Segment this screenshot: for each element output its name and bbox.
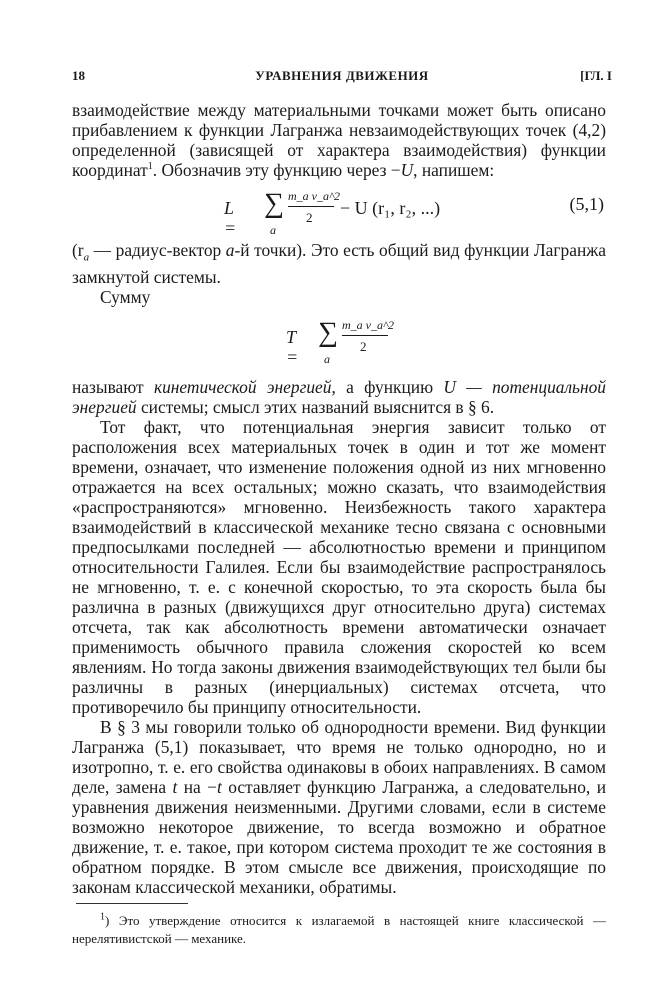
running-title: УРАВНЕНИЯ ДВИЖЕНИЯ xyxy=(255,68,429,83)
var-u: U xyxy=(443,377,456,398)
paragraph-3: Сумму xyxy=(100,287,151,308)
var-t: t xyxy=(172,777,178,798)
footnote-divider xyxy=(76,903,188,904)
footnote xyxy=(72,912,606,948)
sum-sign: ∑ xyxy=(318,317,338,349)
fraction-bar xyxy=(342,335,388,336)
fraction-denominator: 2 xyxy=(306,210,313,225)
fraction-numerator: m_a v_a^2 xyxy=(342,318,395,333)
page-header xyxy=(72,68,612,88)
term-kinetic-energy: кинетической энергией xyxy=(153,377,332,398)
page-number: 18 xyxy=(72,68,85,83)
formula1-potential: − U (r₁, r₂, ...) xyxy=(340,198,441,218)
para2-var: a xyxy=(225,240,235,260)
para1-tail-b: , напишем: xyxy=(413,160,495,180)
main-text xyxy=(72,100,606,897)
para1-tail-a: . Обозначив эту функцию через − xyxy=(152,160,401,180)
footnote-body: ) Это утверждение относится к излагаемой в настоящей книге классической — нерелятивистской — механике. xyxy=(72,913,606,946)
para2-c: -й точки). Это есть общий вид функции Лагранжа замкнутой системы. xyxy=(72,240,606,288)
formula-kinetic xyxy=(72,313,606,371)
paragraph-1-text: взаимодействие между материальными точками может быть описано прибавлением к функции Лагранжа невзаимодействующих точек (4,2) определенной (зависящей от характера взаимодействия) функции координат xyxy=(72,100,606,180)
paragraph-6 xyxy=(72,717,606,897)
para4-a: называют xyxy=(72,377,154,398)
fraction-denominator: 2 xyxy=(360,339,367,355)
paragraph-5: Тот факт, что потенциальная энергия зависит только от расположения всех материальных точек в один и тот же момент времени, означает, что изменение положения одной из них мгновенно отражается на всех остальных; можно сказать, что взаимодействия «распространяются» мгновенно. Неизбежность такого характера взаимодействий в классической механике тесно связана с основными предпосылками последней — абсолютностью времени и принципом относительности Галилея. Если бы взаимодействие распространялось не мгновенно, т. е. с конечной скоростью, то эта скорость была бы различна в разных (движущихся друг относительно друга) системах отсчета, так как абсолютность времени автоматически означает применимость обычного правила сложения скоростей ко всем явлениям. Но тогда законы движения взаимодействующих тел были бы различны в разных (инерциальных) системах отсчета, что противоречило бы принципу относительности. xyxy=(72,417,606,718)
paragraph-4 xyxy=(72,377,606,417)
para2-b: — радиус-вектор xyxy=(89,240,226,260)
term-potential-energy: — потенциальной энергией xyxy=(72,377,606,418)
para6-b: на − xyxy=(177,777,217,798)
formula1-lhs: L = xyxy=(224,198,237,238)
sum-index: a xyxy=(270,223,276,237)
fraction-bar xyxy=(288,206,334,207)
formula2-lhs: T = xyxy=(286,327,299,368)
footnote-ref: 1 xyxy=(147,161,153,173)
formula1-sum xyxy=(264,188,284,237)
equation-label: (5,1) xyxy=(569,194,604,214)
para2-a: (r xyxy=(72,240,84,260)
var-u: U xyxy=(400,160,414,180)
para6-c: оставляет функцию Лагранжа, а следовательно, и уравнения движения неизменными. Другими словами, если в системе возможно некоторое движение, то всегда возможно и обратное движение, т. е. такое, при котором система проходит те же состояния в обратном порядке. В этом смысле все движения, происходящие по законам классической механики, обратимы. xyxy=(72,777,606,898)
sum-index: a xyxy=(324,352,330,367)
para4-c: системы; смысл этих названий выяснится в § 6. xyxy=(136,397,495,418)
footnote-text xyxy=(72,912,606,948)
footnote-marker: 1 xyxy=(100,911,105,923)
var-t-negated: t xyxy=(217,777,222,798)
para4-b: , а функцию xyxy=(331,377,444,398)
para2-sub: a xyxy=(83,251,90,264)
fraction-numerator: m_a v_a^2 xyxy=(288,189,341,203)
paragraph-1 xyxy=(72,100,606,180)
paragraph-2 xyxy=(72,240,606,287)
formula2-sum xyxy=(318,317,338,367)
para6-a: В § 3 мы говорили только об однородности времени. Вид функции Лагранжа (5,1) показывает, что время не только однородно, но и изотропно, т. е. его свойства одинаковы в обоих направлениях. В самом деле, замена xyxy=(72,717,606,798)
sum-sign: ∑ xyxy=(264,188,284,219)
chapter-label: [ГЛ. I xyxy=(580,68,612,83)
formula-lagrangian xyxy=(72,186,606,238)
